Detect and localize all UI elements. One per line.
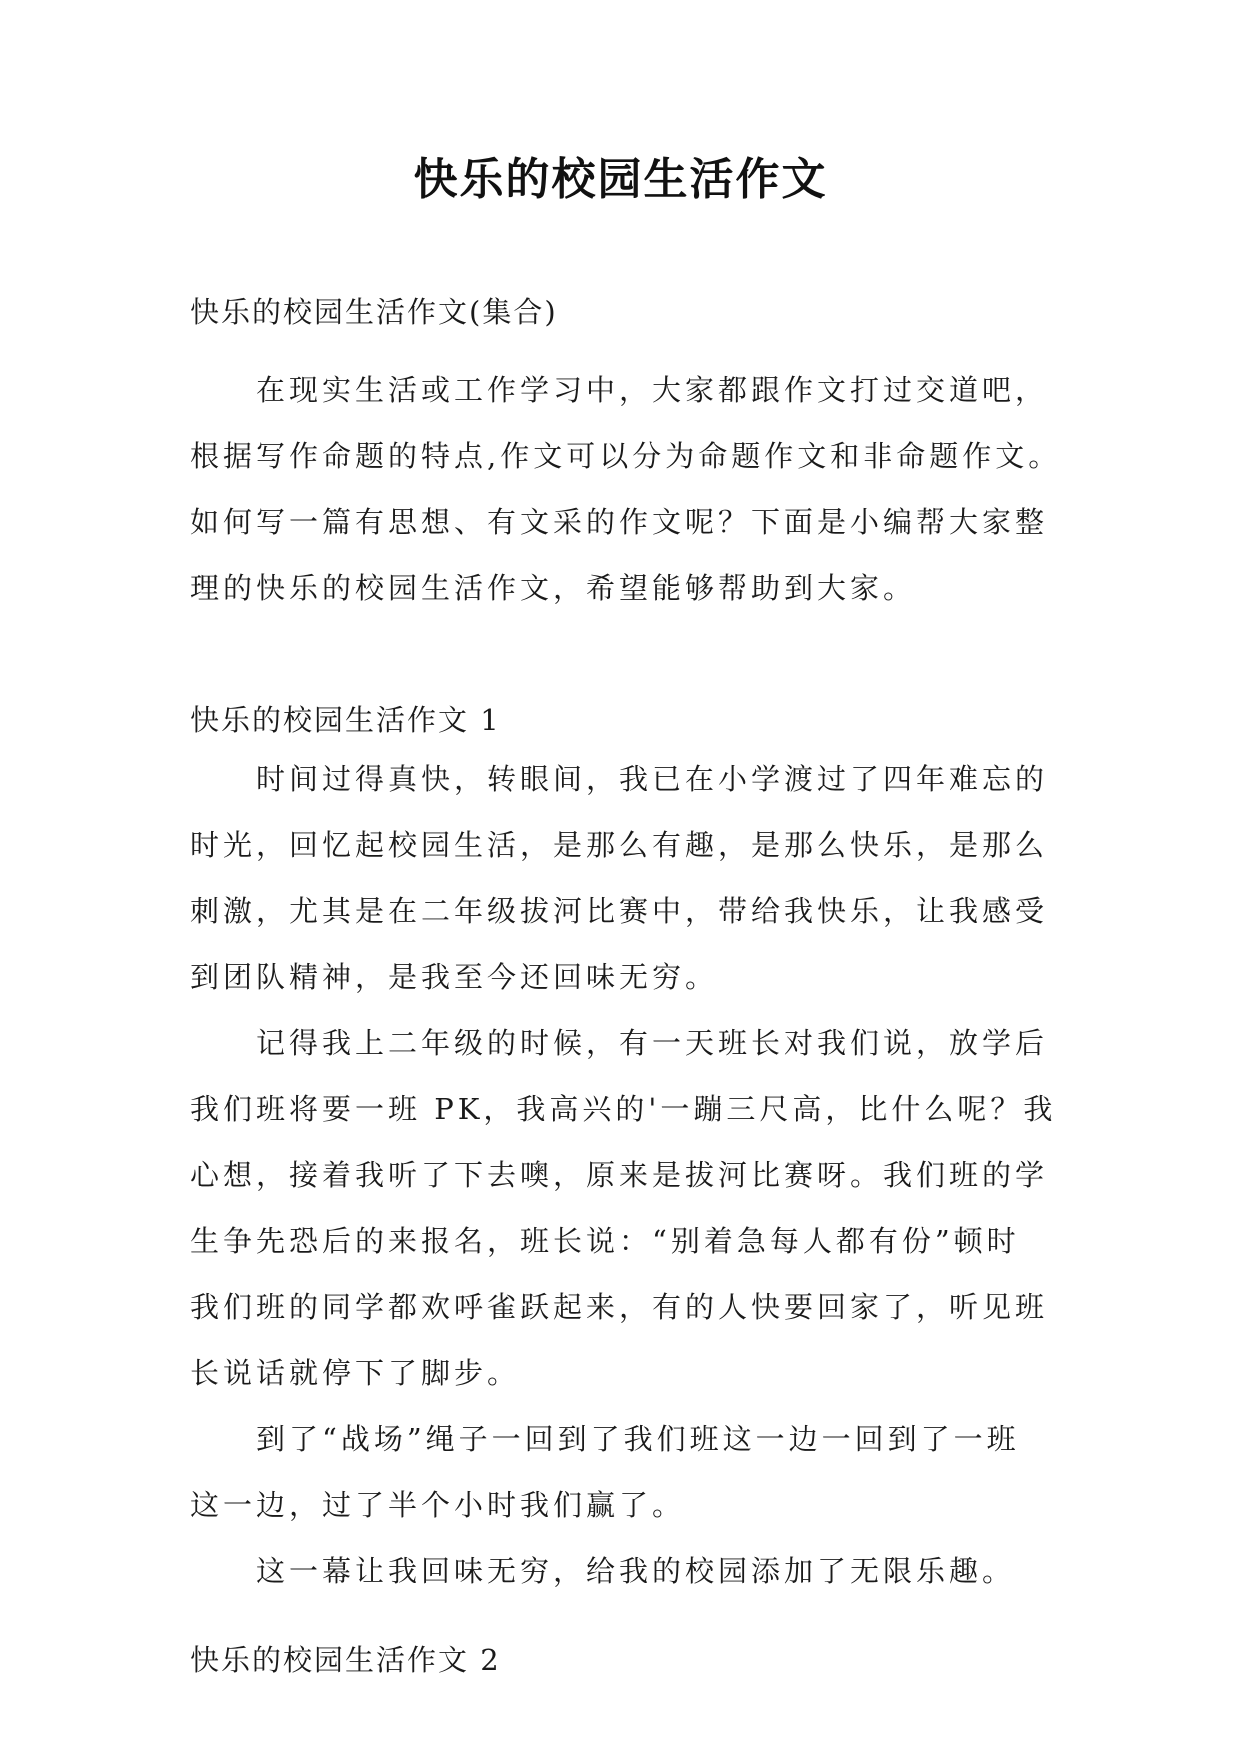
- paragraph-line: 记得我上二年级的时候，有一天班长对我们说，放学后: [256, 1026, 1049, 1060]
- intro-line: 根据写作命题的特点,作文可以分为命题作文和非命题作文。: [190, 439, 1062, 473]
- paragraph-line: 到了“战场”绳子一回到了我们班这一边一回到了一班: [256, 1422, 1020, 1456]
- essay-1-paragraph-1: [190, 746, 1056, 1010]
- paragraph-line: 生争先恐后的来报名，班长说：“别着急每人都有份”顿时: [190, 1224, 1020, 1258]
- paragraph-line: 我们班将要一班 PK，我高兴的'一蹦三尺高，比什么呢？我: [190, 1092, 1057, 1126]
- paragraph-line: 时光，回忆起校园生活，是那么有趣，是那么快乐，是那么: [190, 828, 1049, 862]
- intro-line: 理的快乐的校园生活作文，希望能够帮助到大家。: [190, 571, 917, 605]
- document-title: 快乐的校园生活作文: [413, 154, 828, 205]
- paragraph-line: 刺激，尤其是在二年级拔河比赛中，带给我快乐，让我感受: [190, 894, 1049, 928]
- paragraph-line: 我们班的同学都欢呼雀跃起来，有的人快要回家了，听见班: [190, 1290, 1049, 1324]
- intro-paragraph: [190, 357, 1062, 621]
- essay-1-paragraph-2: [190, 1010, 1056, 1406]
- paragraph-line: 长说话就停下了脚步。: [190, 1356, 521, 1390]
- paragraph-line: 这一边，过了半个小时我们赢了。: [190, 1488, 686, 1522]
- essay-1-paragraph-4: [190, 1538, 1056, 1604]
- document-subtitle: 快乐的校园生活作文(集合): [190, 295, 558, 329]
- paragraph-line: 到团队精神，是我至今还回味无穷。: [190, 960, 719, 994]
- intro-line: 在现实生活或工作学习中，大家都跟作文打过交道吧，: [256, 373, 1049, 407]
- paragraph-line: 时间过得真快，转眼间，我已在小学渡过了四年难忘的: [256, 762, 1049, 796]
- essay-1-heading: 快乐的校园生活作文 1: [190, 703, 501, 737]
- paragraph-line: 心想，接着我听了下去噢，原来是拔河比赛呀。我们班的学: [190, 1158, 1049, 1192]
- intro-line: 如何写一篇有思想、有文采的作文呢？下面是小编帮大家整: [190, 505, 1049, 539]
- essay-1-paragraph-3: [190, 1406, 1056, 1538]
- paragraph-line: 这一幕让我回味无穷，给我的校园添加了无限乐趣。: [256, 1554, 1016, 1588]
- essay-2-heading: 快乐的校园生活作文 2: [190, 1643, 501, 1677]
